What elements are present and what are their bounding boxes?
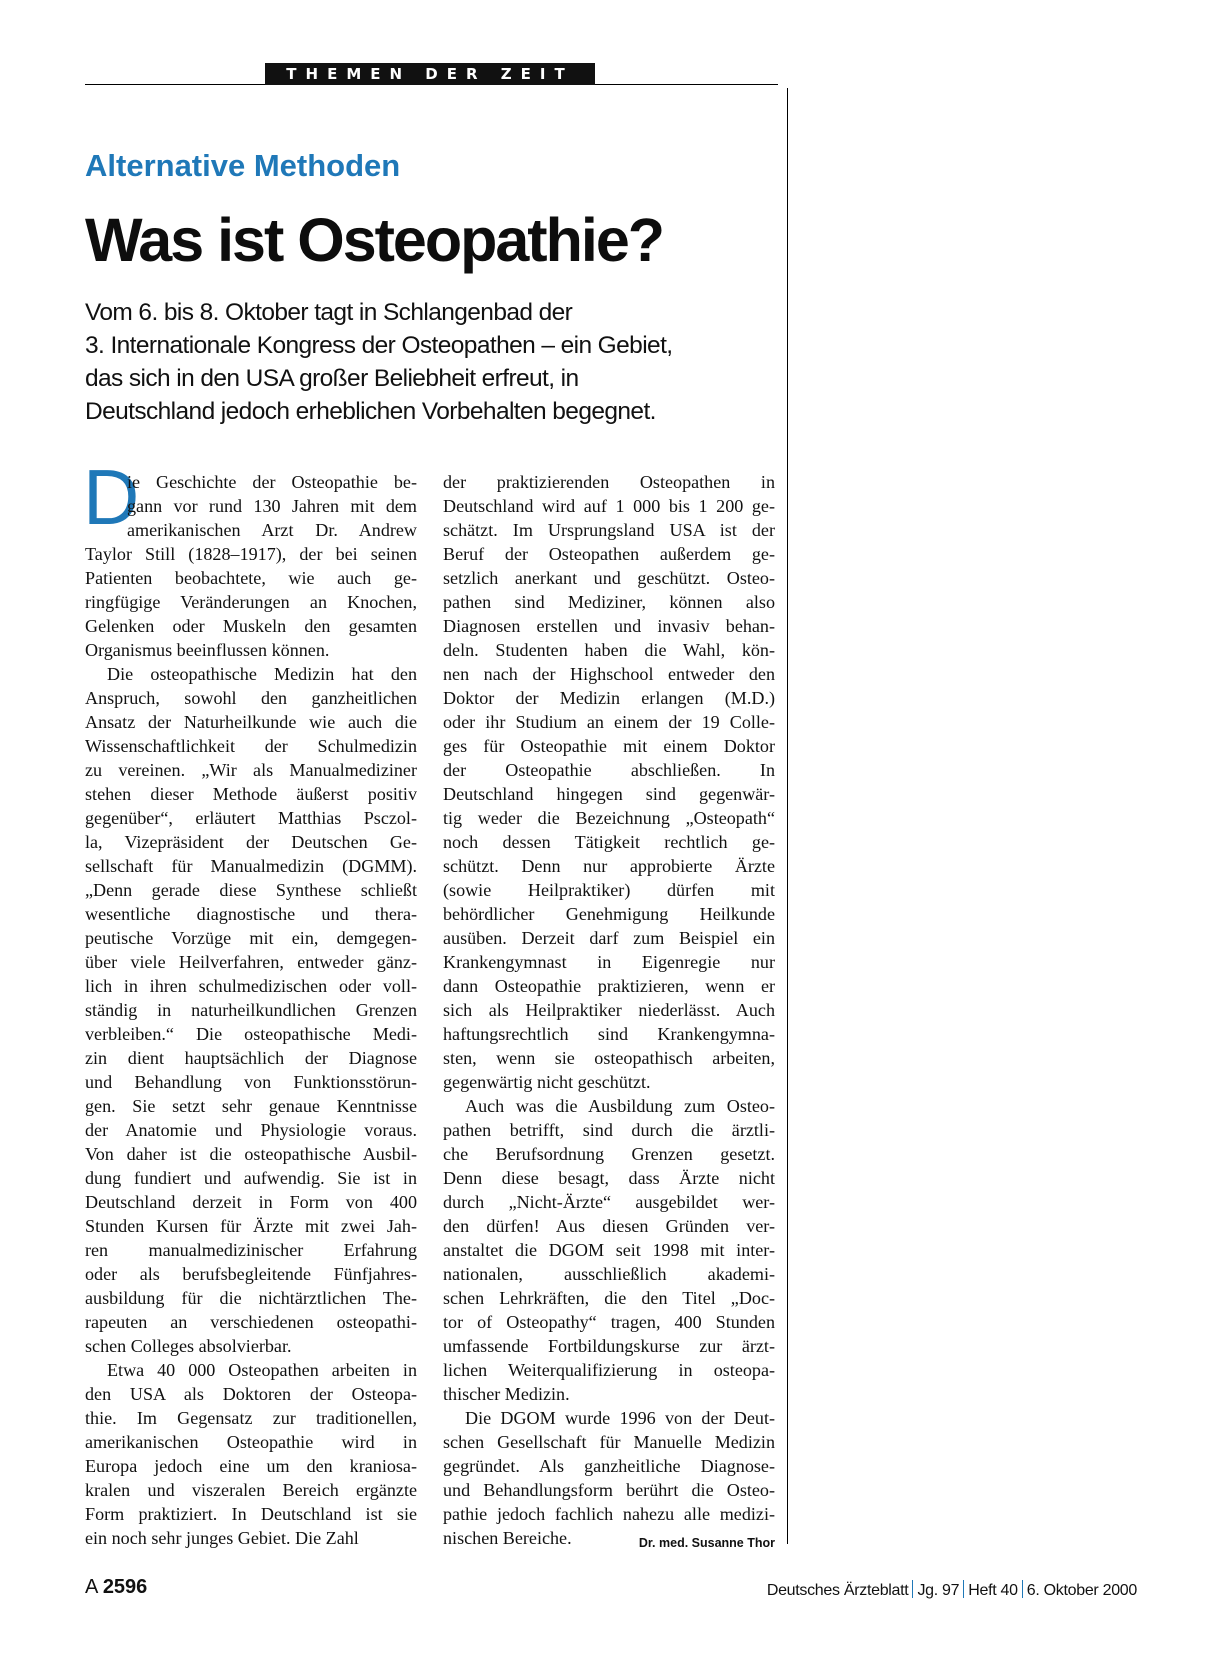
body-line: Von daher ist die osteopathische Ausbil-	[85, 1144, 417, 1164]
body-line: thischer Medizin.	[443, 1384, 570, 1404]
body-line: stehen dieser Methode äußerst positiv	[85, 784, 417, 804]
body-line: Organismus beeinflussen können.	[85, 640, 330, 660]
body-line: Patienten beobachtete, wie auch ge-	[85, 568, 417, 588]
separator	[1022, 1580, 1023, 1598]
body-line: behördlicher Genehmigung Heilkunde	[443, 904, 775, 924]
body-line: und Behandlung von Funktionsstörun-	[85, 1072, 417, 1092]
body-line: nen nach der Highschool entweder den	[443, 664, 775, 684]
body-line: sten, wenn sie osteopathisch arbeiten,	[443, 1048, 775, 1068]
body-line: Deutschland hingegen sind gegenwär-	[443, 784, 775, 804]
journal-citation	[767, 1580, 1137, 1600]
body-line: lichen Weiterqualifizierung in osteopa-	[443, 1360, 775, 1380]
lead-line: 3. Internationale Kongress der Osteopathen – ein Gebiet,	[85, 332, 673, 359]
body-line: zin dient hauptsächlich der Diagnose	[85, 1048, 417, 1068]
separator	[963, 1580, 964, 1598]
body-line: anstaltet die DGOM seit 1998 mit inter-	[443, 1240, 775, 1260]
column-divider	[787, 88, 788, 1544]
body-line: kralen und viszeralen Bereich ergänzte	[85, 1480, 417, 1500]
body-line: rapeuten an verschiedenen osteopathi-	[85, 1312, 417, 1332]
body-line: gann vor rund 130 Jahren mit dem	[127, 496, 417, 516]
body-column-2	[443, 470, 775, 1550]
body-line-text: nischen Bereiche.	[443, 1528, 572, 1548]
body-line: Diagnosen erstellen und invasiv behan-	[443, 616, 775, 636]
body-line: tor of Osteopathy“ tragen, 400 Stunden	[443, 1312, 775, 1332]
body-line	[443, 1526, 775, 1550]
body-line: Taylor Still (1828–1917), der bei seinen	[85, 544, 417, 564]
body-line: peutische Vorzüge mit ein, demgegen-	[85, 928, 417, 948]
body-line: gegenwärtig nicht geschützt.	[443, 1072, 651, 1092]
page-number-value: 2596	[102, 1576, 148, 1598]
body-line: amerikanischen Arzt Dr. Andrew	[127, 520, 417, 540]
body-line: Wissenschaftlichkeit der Schulmedizin	[85, 736, 417, 756]
body-line: Denn diese besagt, dass Ärzte nicht	[443, 1168, 775, 1188]
article-kicker: Alternative Methoden	[85, 148, 401, 183]
body-line: über viele Heilverfahren, entweder gänz-	[85, 952, 417, 972]
body-line: Auch was die Ausbildung zum Osteo-	[465, 1096, 775, 1116]
body-line: tig weder die Bezeichnung „Osteopath“	[443, 808, 775, 828]
body-line: oder ihr Studium an einem der 19 Colle-	[443, 712, 775, 732]
journal-volume: Jg. 97	[917, 1582, 960, 1599]
body-line: Die osteopathische Medizin hat den	[107, 664, 417, 684]
lead-line: Deutschland jedoch erheblichen Vorbehalten begegnet.	[85, 398, 656, 425]
body-line: ie Geschichte der Osteopathie be-	[127, 472, 417, 492]
body-line: und Behandlungsform berührt die Osteo-	[443, 1480, 775, 1500]
body-line: amerikanischen Osteopathie wird in	[85, 1432, 417, 1452]
page-number	[85, 1576, 147, 1599]
body-line: ständig in naturheilkundlichen Grenzen	[85, 1000, 417, 1020]
body-line: Etwa 40 000 Osteopathen arbeiten in	[107, 1360, 417, 1380]
body-line: oder als berufsbegleitende Fünfjahres-	[85, 1264, 417, 1284]
body-line: la, Vizepräsident der Deutschen Ge-	[85, 832, 417, 852]
body-line: der Anatomie und Physiologie voraus.	[85, 1120, 417, 1140]
section-banner: THEMEN DER ZEIT	[265, 63, 595, 85]
body-line: wesentliche diagnostische und thera-	[85, 904, 417, 924]
body-line: thie. Im Gegensatz zur traditionellen,	[85, 1408, 417, 1428]
body-line: schen Lehrkräften, die den Titel „Doc-	[443, 1288, 775, 1308]
body-line: ausüben. Derzeit darf zum Beispiel ein	[443, 928, 775, 948]
article-lead	[85, 296, 785, 428]
body-line: lich in ihren schulmedizischen oder voll-	[85, 976, 417, 996]
separator	[912, 1580, 913, 1598]
journal-date: 6. Oktober 2000	[1026, 1582, 1137, 1599]
lead-line: das sich in den USA großer Beliebheit erfreut, in	[85, 365, 579, 392]
drop-cap: D	[83, 453, 140, 541]
body-line: „Denn gerade diese Synthese schließt	[85, 880, 417, 900]
body-line: ausbildung für die nichtärztlichen The-	[85, 1288, 417, 1308]
body-line: schen Colleges absolvierbar.	[85, 1336, 292, 1356]
body-line: der Osteopathie abschließen. In	[443, 760, 775, 780]
body-line: Die DGOM wurde 1996 von der Deut-	[465, 1408, 775, 1428]
body-line: sich als Heilpraktiker niederlässt. Auch	[443, 1000, 775, 1020]
body-line: pathen betrifft, sind durch die ärztli-	[443, 1120, 775, 1140]
body-line: gegründet. Als ganzheitliche Diagnose-	[443, 1456, 775, 1476]
body-line: schützt. Denn nur approbierte Ärzte	[443, 856, 775, 876]
body-line: gen. Sie setzt sehr genaue Kenntnisse	[85, 1096, 417, 1116]
body-line: den dürfen! Aus diesen Gründen ver-	[443, 1216, 775, 1236]
body-line: haftungsrechtlich sind Krankengymna-	[443, 1024, 775, 1044]
body-line: ringfügige Veränderungen an Knochen,	[85, 592, 417, 612]
body-line: zu vereinen. „Wir als Manualmediziner	[85, 760, 417, 780]
body-line: ges für Osteopathie mit einem Doktor	[443, 736, 775, 756]
body-line: noch dessen Tätigkeit rechtlich ge-	[443, 832, 775, 852]
body-line: Anspruch, sowohl den ganzheitlichen	[85, 688, 417, 708]
body-line: dung fundiert und aufwendig. Sie ist in	[85, 1168, 417, 1188]
body-line: (sowie Heilpraktiker) dürfen mit	[443, 880, 775, 900]
body-line: umfassende Fortbildungskurse zur ärzt-	[443, 1336, 775, 1356]
page-prefix: A	[85, 1576, 98, 1598]
body-line: setzlich anerkant und geschützt. Osteo-	[443, 568, 775, 588]
body-line: verbleiben.“ Die osteopathische Medi-	[85, 1024, 417, 1044]
body-line: schen Gesellschaft für Manuelle Medizin	[443, 1432, 775, 1452]
body-line: den USA als Doktoren der Osteopa-	[85, 1384, 417, 1404]
journal-name: Deutsches Ärzteblatt	[766, 1582, 909, 1599]
body-line: Stunden Kursen für Ärzte mit zwei Jah-	[85, 1216, 417, 1236]
body-line: Deutschland wird auf 1 000 bis 1 200 ge-	[443, 496, 775, 516]
body-line: sellschaft für Manualmedizin (DGMM).	[85, 856, 417, 876]
article-headline: Was ist Osteopathie?	[85, 206, 664, 274]
body-line: der praktizierenden Osteopathen in	[443, 472, 775, 492]
journal-issue: Heft 40	[968, 1582, 1018, 1599]
lead-line: Vom 6. bis 8. Oktober tagt in Schlangenbad der	[85, 299, 573, 326]
body-line: Krankengymnast in Eigenregie nur	[443, 952, 775, 972]
body-column-1	[85, 470, 417, 1550]
body-line: Form praktiziert. In Deutschland ist sie	[85, 1504, 417, 1524]
body-line: pathen sind Mediziner, können also	[443, 592, 775, 612]
body-line: ren manualmedizinischer Erfahrung	[85, 1240, 417, 1260]
body-line: dann Osteopathie praktizieren, wenn er	[443, 976, 775, 996]
body-line: durch „Nicht-Ärzte“ ausgebildet wer-	[443, 1192, 775, 1212]
body-line: nationalen, ausschließlich akademi-	[443, 1264, 775, 1284]
body-line: pathie jedoch fachlich nahezu alle medizi-	[443, 1504, 775, 1524]
body-line: Doktor der Medizin erlangen (M.D.)	[443, 688, 775, 708]
author-byline: Dr. med. Susanne Thor	[638, 1536, 775, 1550]
body-line: Europa jedoch eine um den kraniosa-	[85, 1456, 417, 1476]
body-line: Deutschland derzeit in Form von 400	[85, 1192, 417, 1212]
body-line: deln. Studenten haben die Wahl, kön-	[443, 640, 775, 660]
body-line: Ansatz der Naturheilkunde wie auch die	[85, 712, 417, 732]
body-line: Gelenken oder Muskeln den gesamten	[85, 616, 417, 636]
body-line: che Berufsordnung Grenzen gesetzt.	[443, 1144, 775, 1164]
body-line: schätzt. Im Ursprungsland USA ist der	[443, 520, 775, 540]
body-line: gegenüber“, erläutert Matthias Psczol-	[85, 808, 417, 828]
body-line: ein noch sehr junges Gebiet. Die Zahl	[85, 1528, 359, 1548]
body-line: Beruf der Osteopathen außerdem ge-	[443, 544, 775, 564]
